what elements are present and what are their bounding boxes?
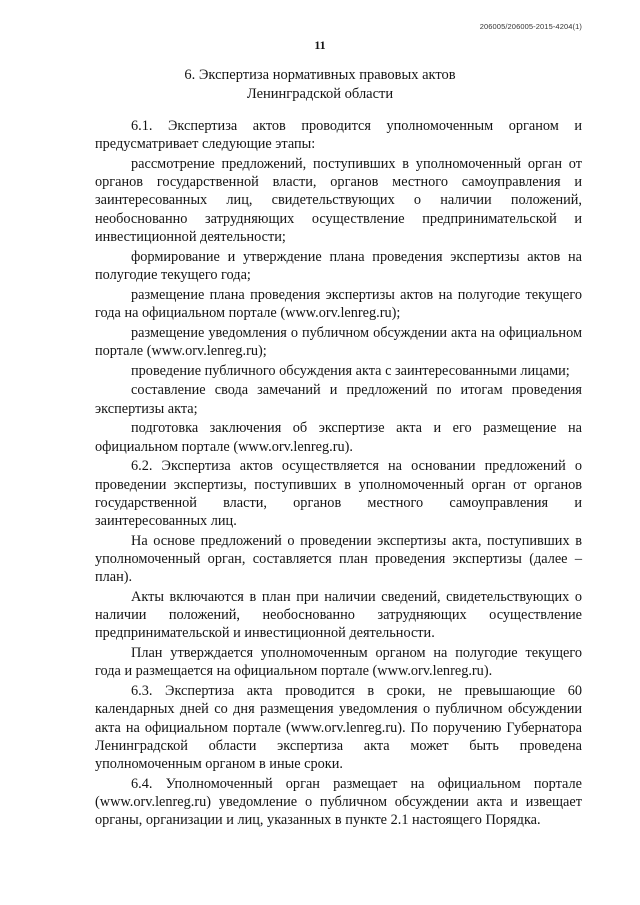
document-body <box>95 117 582 829</box>
section-title-line-2: Ленинградской области <box>246 86 394 102</box>
paragraph: 6.2. Экспертиза актов осуществляется на основании предложений о проведении экспертизы, поступивших в уполномоченный орган от органов государственной власти, органов местного самоуправления и заинтересованных лиц. <box>95 458 582 530</box>
section-title <box>60 66 580 104</box>
paragraph: проведение публичного обсуждения акта с заинтересованными лицами; <box>131 362 570 379</box>
section-title-line-1: 6. Экспертиза нормативных правовых актов <box>184 67 456 83</box>
paragraph: составление свода замечаний и предложений по итогам проведения экспертизы акта; <box>95 382 582 417</box>
page-number: 11 <box>314 38 326 52</box>
paragraph: размещение уведомления о публичном обсуждении акта на официальном портале (www.orv.lenreg.ru); <box>95 324 582 359</box>
paragraph: Акты включаются в план при наличии сведений, свидетельствующих о наличии положений, необоснованно затрудняющих осуществление предпринимательской и инвестиционной деятельности. <box>95 589 582 642</box>
paragraph: 6.4. Уполномоченный орган размещает на официальном портале (www.orv.lenreg.ru) уведомление о публичном обсуждении акта и извещает органы, организации и лиц, указанных в пункте 2.1 настоящего Порядка. <box>95 775 582 829</box>
paragraph: План утверждается уполномоченным органом на полугодие текущего года и размещается на официальном портале (www.orv.lenreg.ru). <box>95 645 582 680</box>
paragraph: размещение плана проведения экспертизы актов на полугодие текущего года на официальном портале (www.orv.lenreg.ru); <box>95 286 582 321</box>
paragraph: рассмотрение предложений, поступивших в уполномоченный орган от органов государственной власти, органов местного самоуправления и заинтересованных лиц, свидетельствующих о наличии положений, необоснованно затрудняющих осуществление предпринимательской и инвестиционной деятельности; <box>95 156 582 245</box>
paragraph: 6.1. Экспертиза актов проводится уполномоченным органом и предусматривает следующие этапы: <box>95 118 582 153</box>
paragraph: подготовка заключения об экспертизе акта и его размещение на официальном портале (www.orv.lenreg.ru). <box>95 420 582 455</box>
paragraph: 6.3. Экспертиза акта проводится в сроки, не превышающие 60 календарных дней со дня размещения уведомления о публичном обсуждении акта на официальном портале (www.orv.lenreg.ru). По поручению Губернатора Ленинградской области экспертиза акта может быть проведена уполномоченным органом в иные сроки. <box>95 683 582 773</box>
document-id: 206005/206005-2015-4204(1) <box>479 22 582 31</box>
paragraph: формирование и утверждение плана проведения экспертизы актов на полугодие текущего года; <box>95 248 582 283</box>
paragraph: На основе предложений о проведении экспертизы акта, поступивших в уполномоченный орган, составляется план проведения экспертизы (далее – план). <box>95 532 582 586</box>
